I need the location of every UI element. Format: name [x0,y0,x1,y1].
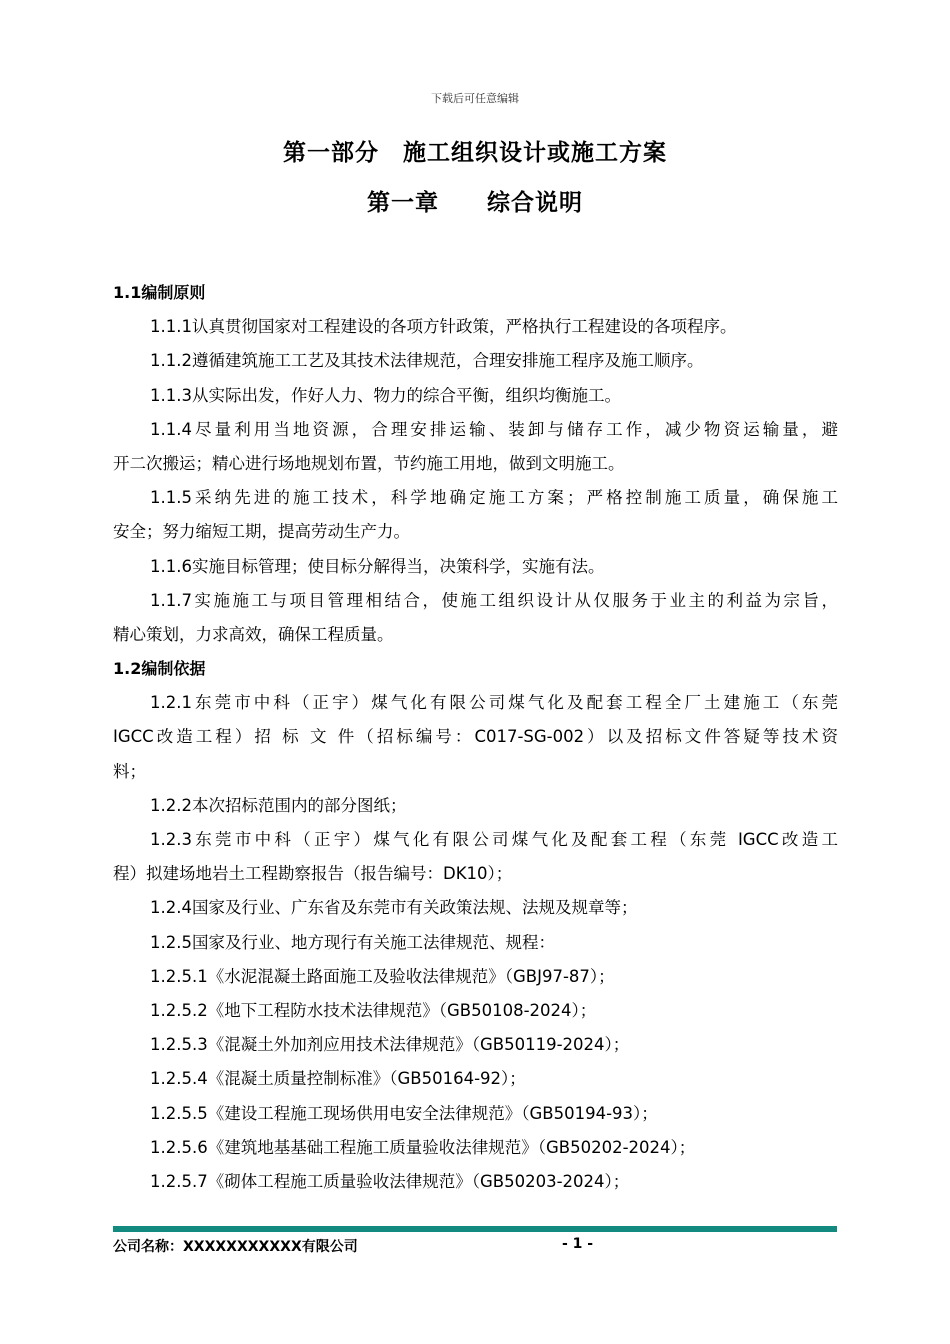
text-line: 1.2.5.4《混凝土质量控制标准》（GB50164-92）； [150,1069,526,1089]
text-line: 1.2.3东莞市中科（正宇）煤气化有限公司煤气化及配套工程（东莞 IGCC改造工 [150,830,838,849]
part-title: 第一部分 施工组织设计或施工方案 [283,140,667,166]
text-line: 1.2.2本次招标范围内的部分图纸； [150,795,407,815]
text-line: 安全；努力缩短工期，提高劳动生产力。 [113,522,410,542]
header-note: 下载后可任意编辑 [431,92,519,105]
text-line: 1.1.5采纳先进的施工技术，科学地确定施工方案；严格控制施工质量，确保施工 [150,488,838,508]
text-line: 1.1.2遵循建筑施工工艺及其技术法律规范，合理安排施工程序及施工顺序。 [150,351,704,371]
text-line: 1.2.5.5《建设工程施工现场供用电安全法律规范》（GB50194-93）； [150,1103,658,1123]
text-line: 1.1.7实施施工与项目管理相结合，使施工组织设计从仅服务于业主的利益为宗旨， [150,590,838,610]
footer-company-name: 公司名称：XXXXXXXXXXX有限公司 [113,1239,358,1255]
text-line: 1.1.1认真贯彻国家对工程建设的各项方针政策，严格执行工程建设的各项程序。 [150,317,737,337]
text-line: 1.2.5.3《混凝土外加剂应用技术法律规范》（GB50119-2024）； [150,1035,630,1055]
text-line: 1.2.5.7《砌体工程施工质量验收法律规范》（GB50203-2024）； [150,1171,630,1191]
chapter-title: 第一章 综合说明 [367,190,583,216]
text-line: 1.2.5.6《建筑地基基础工程施工质量验收法律规范》（GB50202-2024）； [150,1137,696,1157]
document-body [113,276,838,1199]
text-line: 1.2.5国家及行业、地方现行有关施工法律规范、规程： [150,932,555,952]
footer-rule [113,1226,837,1232]
text-line: 1.2.4国家及行业、广东省及东莞市有关政策法规、法规及规章等； [150,898,638,918]
text-line: 开二次搬运；精心进行场地规划布置，节约施工用地，做到文明施工。 [113,453,625,473]
text-line: 精心策划，力求高效，确保工程质量。 [113,624,394,644]
section-heading: 1.1编制原则 [113,283,206,302]
text-line: 料； [113,761,146,781]
text-line: 程）拟建场地岩土工程勘察报告（报告编号：DK10）； [113,864,513,884]
text-line: 1.1.3从实际出发，作好人力、物力的综合平衡，组织均衡施工。 [150,385,621,405]
text-line: IGCC改造工程）招 标 文 件（招标编号：C017-SG-002）以及招标文件答疑等技术资 [113,727,838,747]
text-line: 1.2.5.1《水泥混凝土路面施工及验收法律规范》（GBJ97-87）； [150,966,615,986]
text-line: 1.1.4尽量利用当地资源，合理安排运输、装卸与储存工作，减少物资运输量，避 [150,419,838,439]
text-line: 1.1.6实施目标管理；使目标分解得当，决策科学，实施有法。 [150,556,605,576]
text-line: 1.2.5.2《地下工程防水技术法律规范》（GB50108-2024）； [150,1000,597,1020]
text-line: 1.2.1东莞市中科（正宇）煤气化有限公司煤气化及配套工程全厂土建施工（东莞 [150,693,838,713]
section-heading: 1.2编制依据 [113,659,206,679]
footer-page-number: - 1 - [562,1236,594,1252]
